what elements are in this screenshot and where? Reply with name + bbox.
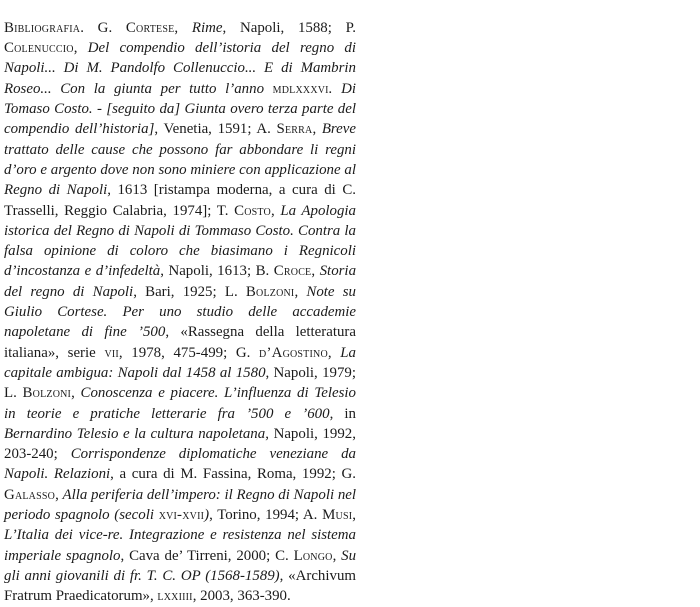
bibliography-segment: mdlxxxvi (272, 80, 329, 97)
bibliography-segment: , Napoli, 1979; L. (4, 364, 356, 402)
bibliography-segment: Del compendio dell’istoria del regno di Napoli... Di M. Pandolfo Collenuccio... E di Mambrin Roseo... Con la giunta per tutto l’anno (4, 40, 356, 97)
bibliography-segment: , (327, 344, 341, 361)
bibliography-segment: , Torino, 1994; A. (209, 507, 323, 524)
bibliography-segment: , (73, 40, 88, 57)
bibliography-segment: . Di Tomaso Costo. - [seguito da] Giunta overo terza parte del compendio dell’historia] (4, 80, 356, 138)
bibliography-segment: , Cava de’ Tirreni, 2000; C. (120, 547, 294, 564)
bibliography-segment: Note su Giulio Cortese. Per uno studio delle accademie napoletane di fine ’500 (4, 283, 356, 341)
bibliography-segment: Serra (276, 121, 313, 138)
bibliography-segment: Storia del regno di Napoli (4, 263, 357, 300)
bibliography-segment: La capitale ambigua: Napoli dal 1458 al 1580 (4, 344, 356, 381)
bibliography-segment: , 1613 [ristampa moderna, a cura di C. Trasselli, Reggio Calabria, 1974]; T. (4, 182, 356, 219)
bibliography-segment: Su gli anni giovanili di fr. T. C. OP (1568-1589) (4, 547, 357, 584)
bibliography-segment: xvi-xvii (158, 507, 205, 524)
bibliography-segment: d’Agostino (259, 344, 328, 361)
bibliography-segment: Croce (273, 263, 312, 280)
bibliography-segment: La Apologia istorica del Regno di Napoli di Tommaso Costo. Contra la falsa opinione di coloro che biasimano i Regnicoli d’incostanza e d’infedeltà (4, 202, 357, 280)
bibliography-segment: , (174, 19, 192, 36)
bibliography-segment: , «Rassegna della letteratura italiana», serie (4, 324, 356, 361)
bibliography-segment: Longo (293, 547, 333, 564)
bibliography-segment: , 1978, 475-499; G. (118, 344, 260, 361)
bibliography-segment: , (311, 263, 320, 280)
bibliography-segment: Bolzoni (245, 283, 295, 300)
bibliography-segment: , (352, 507, 356, 524)
bibliography-segment: Bernardino Telesio e la cultura napoletana (4, 425, 266, 442)
bibliography-segment: , (55, 486, 63, 503)
bibliography-segment: , «Archivum Fratrum Praedicatorum», (4, 567, 356, 605)
bibliography-segment: ) (204, 507, 210, 524)
bibliography-segment: L’Italia dei vice-re. Integrazione e resistenza nel sistema imperiale spagnolo (4, 527, 356, 564)
bibliography-segment: , (312, 121, 322, 138)
bibliography-segment: , 2003, 363-390. (192, 588, 291, 605)
bibliography-segment: Cortese (125, 19, 175, 36)
bibliography-segment: Colenuccio (4, 40, 74, 57)
bibliography-paragraph (4, 18, 356, 607)
bibliography-segment: Musi (322, 507, 353, 524)
bibliography-segment: . G. (80, 19, 126, 36)
bibliography-segment: , (332, 547, 342, 564)
bibliography-segment: Breve trattato delle cause che possono far abbondare li regni d’oro e argento dove non sono miniere con applicazione al Regno di Napoli (4, 121, 356, 199)
bibliography-segment: Rime (191, 19, 223, 36)
bibliography-segment: Alla periferia dell’impero: il Regno di Napoli nel periodo spagnolo (secoli (4, 486, 357, 524)
bibliography-segment: , Napoli, 1613; B. (160, 263, 274, 280)
bibliography-segment: , in (329, 405, 356, 422)
bibliography-segment: , Venetia, 1591; A. (154, 121, 277, 138)
bibliography-segment: , (71, 385, 81, 402)
bibliography-segment: Corrispondenze diplomatiche veneziane da Napoli. Relazioni (4, 446, 356, 483)
bibliography-segment: , Bari, 1925; L. (133, 283, 246, 300)
bibliography-segment: , (294, 283, 307, 300)
bibliography-segment: , Napoli, 1588; P. (222, 19, 356, 36)
bibliography-segment: , (270, 202, 281, 219)
bibliography-segment: , Napoli, 1992, 203-240; (4, 425, 356, 463)
bibliography-segment: Conoscenza e piacere. L’influenza di Telesio in teorie e pratiche letterarie fra ’500 e ’600 (4, 385, 356, 422)
bibliography-segment: Bibliografia (4, 19, 81, 36)
bibliography-segment: Bolzoni (22, 385, 72, 402)
bibliography-segment: lxxiiii (157, 588, 193, 605)
bibliography-segment: Costo (234, 202, 271, 219)
bibliography-segment: , a cura di M. Fassina, Roma, 1992; G. (110, 466, 356, 483)
bibliography-segment: Galasso (4, 486, 56, 503)
bibliography-segment: vii (104, 344, 119, 361)
